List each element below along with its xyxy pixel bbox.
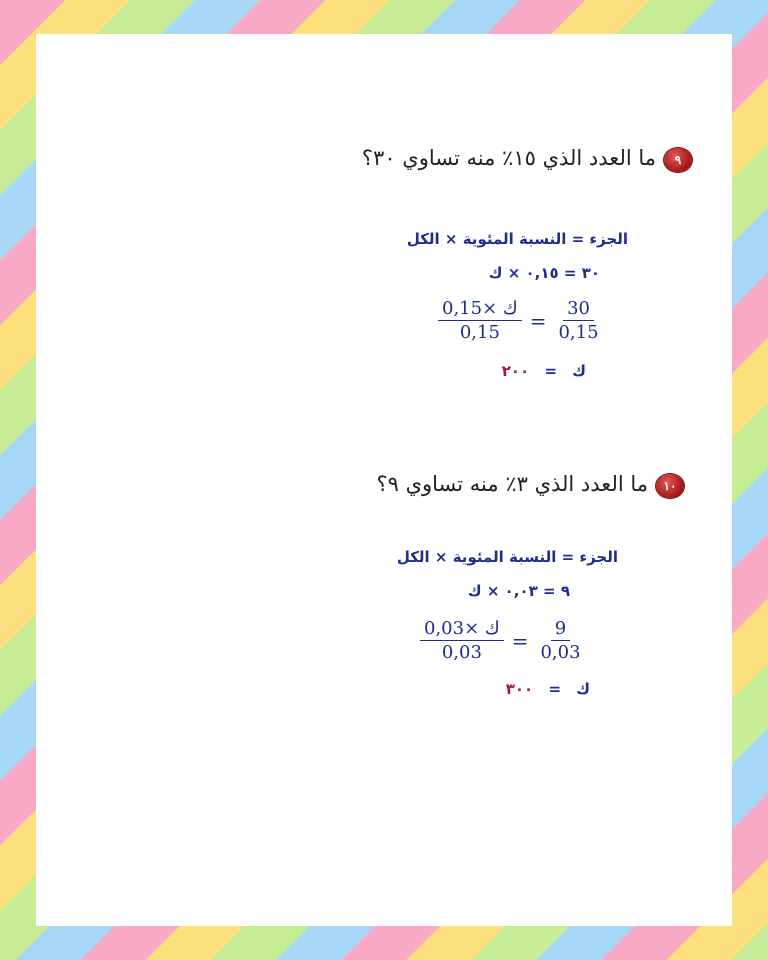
question-number-badge: ١٠: [656, 474, 684, 498]
fraction-left-numerator: ك ×0,15: [438, 298, 522, 321]
answer-line: [502, 362, 586, 380]
answer-variable: ك: [576, 680, 590, 698]
answer-value: ٢٠٠: [501, 362, 530, 380]
answer-variable: ك: [572, 362, 586, 380]
question-text: ما العدد الذي ٣٪ منه تساوي ٩؟: [376, 472, 648, 496]
equation-line: ٩ = ٠,٠٣ × ك: [467, 582, 570, 600]
answer-equals: =: [544, 362, 558, 380]
answer-equals: =: [548, 680, 562, 698]
fraction-left-numerator: ك ×0,03: [420, 618, 504, 641]
fraction-equation: [420, 618, 585, 663]
question-10-title: [376, 472, 684, 498]
fraction-equation: [438, 298, 603, 343]
formula-line: الجزء = النسبة المئوية × الكل: [396, 548, 618, 566]
fraction-right: [554, 298, 602, 343]
equation-line: ٣٠ = ٠,١٥ × ك: [488, 264, 600, 282]
fraction-right-numerator: 9: [551, 618, 570, 641]
question-number-badge: ٩: [664, 148, 692, 172]
question-text: ما العدد الذي ١٥٪ منه تساوي ٣٠؟: [361, 146, 656, 170]
worksheet-page: [36, 34, 732, 926]
fraction-right: [536, 618, 584, 663]
formula-line: الجزء = النسبة المئوية × الكل: [406, 230, 628, 248]
answer-line: [506, 680, 590, 698]
fraction-right-numerator: 30: [563, 298, 594, 321]
fraction-left-denominator: 0,03: [441, 642, 482, 663]
question-9-title: [362, 146, 692, 172]
fraction-right-denominator: 0,15: [558, 322, 599, 343]
answer-value: ٣٠٠: [505, 680, 534, 698]
equals-sign: =: [529, 308, 547, 333]
fraction-left-denominator: 0,15: [459, 322, 500, 343]
equals-sign: =: [511, 628, 529, 653]
fraction-left: [420, 618, 504, 663]
fraction-right-denominator: 0,03: [540, 642, 581, 663]
fraction-left: [438, 298, 522, 343]
